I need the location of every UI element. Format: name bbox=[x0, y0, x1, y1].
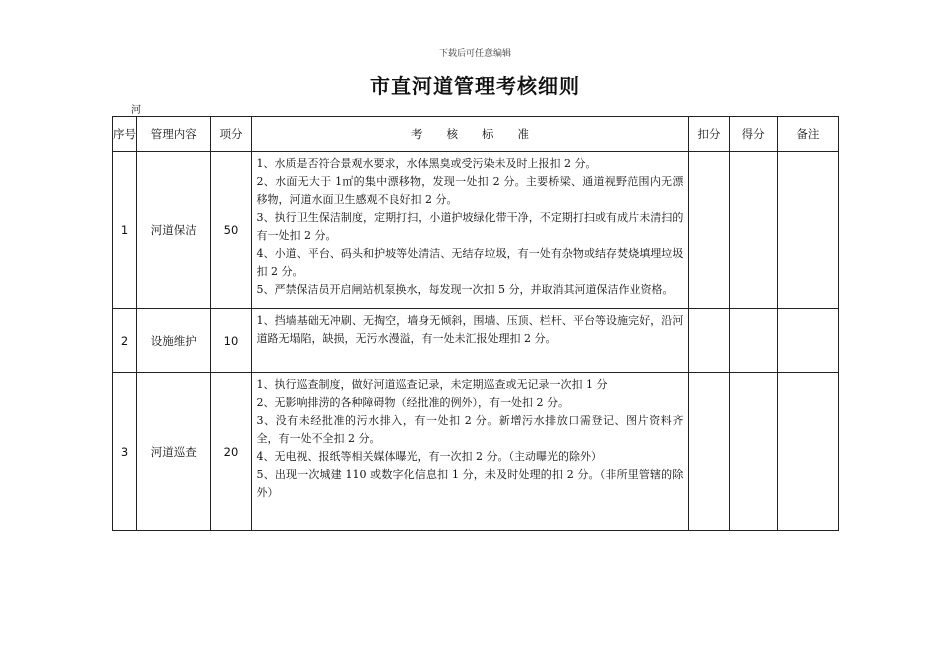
remark-cell bbox=[777, 152, 838, 309]
header-note: 下载后可任意编辑 bbox=[438, 49, 511, 59]
criteria-item: 3、执行卫生保洁制度，定期打扫，小道护坡绿化带干净，不定期打扫或有成片未清扫的有一处扣 2 分。 bbox=[256, 211, 684, 242]
deduct-cell bbox=[689, 309, 729, 373]
header-criteria-char: 标 bbox=[481, 127, 494, 141]
row-seq: 2 bbox=[113, 309, 137, 373]
header-criteria bbox=[251, 117, 689, 152]
remark-cell bbox=[777, 373, 838, 531]
table-header-row bbox=[113, 117, 839, 152]
header-score: 得分 bbox=[729, 117, 777, 152]
table-row bbox=[113, 373, 839, 531]
criteria-item: 3、没有未经批准的污水排入，有一处扣 2 分。新增污水排放口需登记、图片资料齐全，有一处不全扣 2 分。 bbox=[256, 414, 684, 445]
row-points: 20 bbox=[211, 373, 251, 531]
header-criteria-char: 准 bbox=[517, 127, 529, 141]
remark-cell bbox=[777, 309, 838, 373]
header-content: 管理内容 bbox=[137, 117, 211, 152]
header-seq: 序号 bbox=[113, 117, 137, 152]
header-criteria-char: 考 bbox=[410, 127, 423, 141]
header-points: 项分 bbox=[211, 117, 251, 152]
score-cell bbox=[729, 373, 777, 531]
assessment-table bbox=[112, 116, 839, 531]
row-seq: 1 bbox=[113, 152, 137, 309]
row-points: 50 bbox=[211, 152, 251, 309]
row-criteria bbox=[251, 373, 689, 531]
header-remark: 备注 bbox=[777, 117, 838, 152]
criteria-item: 4、小道、平台、码头和护坡等处清洁、无结存垃圾，有一处有杂物或结存焚烧填埋垃圾扣 2 分。 bbox=[256, 247, 684, 278]
criteria-item: 2、无影响排涝的各种障碍物（经批准的例外），有一处扣 2 分。 bbox=[256, 396, 570, 409]
row-seq: 3 bbox=[113, 373, 137, 531]
table-row bbox=[113, 152, 839, 309]
criteria-item: 1、挡墙基础无冲刷、无掏空，墙身无倾斜，围墙、压顶、栏杆、平台等设施完好，沿河道路无塌陷，缺损，无污水漫溢，有一处未汇报处理扣 2 分。 bbox=[256, 314, 684, 345]
page-title: 市直河道管理考核细则 bbox=[370, 74, 580, 98]
header-criteria-char: 核 bbox=[446, 127, 458, 141]
table-row bbox=[113, 309, 839, 373]
criteria-item: 2、水面无大于 1㎡的集中漂移物，发现一处扣 2 分。主要桥梁、通道视野范围内无漂移物，河道水面卫生感观不良好扣 2 分。 bbox=[256, 175, 684, 206]
row-content: 河道巡查 bbox=[137, 373, 211, 531]
row-content: 河道保洁 bbox=[137, 152, 211, 309]
header-deduct: 扣分 bbox=[689, 117, 729, 152]
row-points: 10 bbox=[211, 309, 251, 373]
criteria-item: 5、严禁保洁员开启闸站机泵换水，每发现一次扣 5 分，并取消其河道保洁作业资格。 bbox=[256, 283, 674, 296]
score-cell bbox=[729, 152, 777, 309]
row-content: 设施维护 bbox=[137, 309, 211, 373]
pre-label: 河 bbox=[131, 105, 141, 116]
criteria-item: 1、执行巡查制度，做好河道巡查记录，未定期巡查或无记录一次扣 1 分 bbox=[256, 378, 608, 391]
criteria-item: 4、无电视、报纸等相关媒体曝光，有一次扣 2 分。（主动曝光的除外） bbox=[256, 450, 603, 463]
row-criteria bbox=[251, 309, 689, 373]
deduct-cell bbox=[689, 152, 729, 309]
deduct-cell bbox=[689, 373, 729, 531]
criteria-item: 5、出现一次城建 110 或数字化信息扣 1 分，未及时处理的扣 2 分。（非所里管辖的除外） bbox=[256, 468, 684, 499]
score-cell bbox=[729, 309, 777, 373]
criteria-item: 1、水质是否符合景观水要求，水体黑臭或受污染未及时上报扣 2 分。 bbox=[256, 157, 597, 170]
row-criteria bbox=[251, 152, 689, 309]
